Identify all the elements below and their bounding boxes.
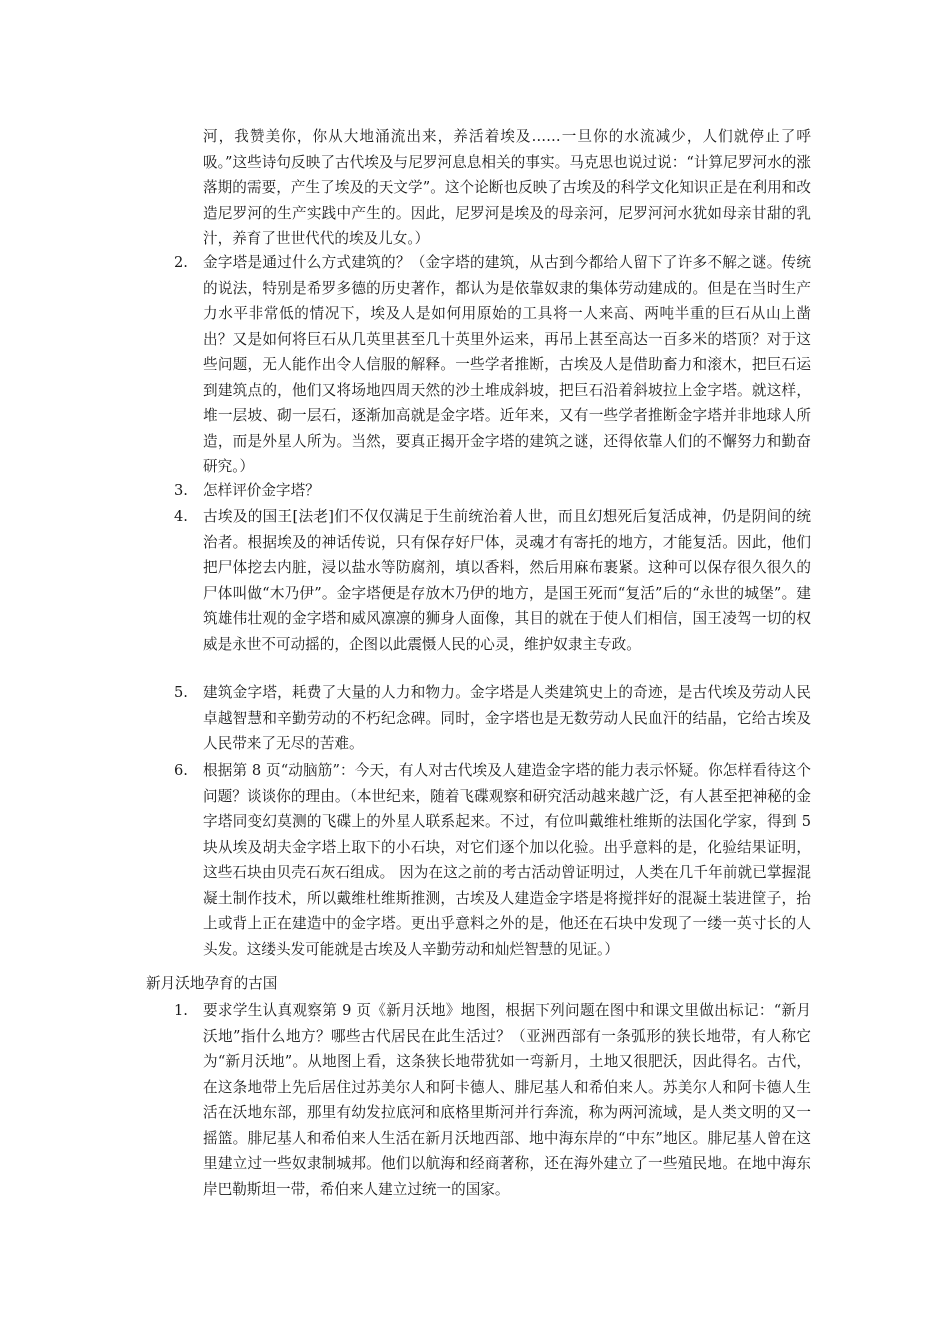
item-text: 根据第 8 页“动脑筋”：今天，有人对古代埃及人建造金字塔的能力表示怀疑。你怎样看待这个问题？谈谈你的理由。（本世纪来，随着飞碟观察和研究活动越来越广泛，有人甚至把神秘的金字塔同变幻莫测的飞碟上的外星人联系起来。不过，有位叫戴维杜维斯的法国化学家，得到 5 块从埃及胡夫金字塔上取下的小石块，对它们逐个加以化验。出乎意料的是，化验结果证明，这些石块由贝壳石灰石组成。 因为在这之前的考古活动曾证明过，人类在几千年前就已掌握混凝土制作技术，所以戴维杜维斯推测，古埃及人建造金字塔是将搅拌好的混凝土装进筐子，抬上或背上正在建造中的金字塔。更出乎意料之外的是，他还在石块中发现了一缕一英寸长的人头发。这缕头发可能就是古埃及人辛勤劳动和灿烂智慧的见证。） <box>203 762 811 958</box>
item-number: 3. <box>174 482 188 499</box>
item-text: 建筑金字塔，耗费了大量的人力和物力。金字塔是人类建筑史上的奇迹，是古代埃及劳动人民卓越智慧和辛勤劳动的不朽纪念碑。同时，金字塔也是无数劳动人民血汗的结晶，它给古埃及人民带来了无尽的苦难。 <box>203 684 811 752</box>
section-title: 新月沃地孕育的古国 <box>146 975 278 992</box>
item-text: 要求学生认真观察第 9 页《新月沃地》地图，根据下列问题在图中和课文里做出标记：“新月沃地”指什么地方？哪些古代居民在此生活过？（亚洲西部有一条弧形的狭长地带，有人称它为“新月沃地”。从地图上看，这条狭长地带犹如一弯新月，土地又很肥沃，因此得名。古代，在这条地带上先后居住过苏美尔人和阿卡德人、腓尼基人和希伯来人。苏美尔人和阿卡德人生活在沃地东部，那里有幼发拉底河和底格里斯河并行奔流，称为两河流域，是人类文明的又一摇篮。腓尼基人和希伯来人生活在新月沃地西部、地中海东岸的“中东”地区。腓尼基人曾在这里建立过一些奴隶制城邦。他们以航海和经商著称，还在海外建立了一些殖民地。在地中海东岸巴勒斯坦一带，希伯来人建立过统一的国家。 <box>203 1002 811 1198</box>
item-number: 4. <box>174 508 188 525</box>
item-text: 古埃及的国王[法老]们不仅仅满足于生前统治着人世，而且幻想死后复活成神，仍是阴间的统治者。根据埃及的神话传说，只有保存好尸体，灵魂才有寄托的地方，才能复活。因此，他们把尸体挖去内脏，浸以盐水等防腐剂，填以香料，然后用麻布裹紧。这种可以保存很久很久的尸体叫做“木乃伊”。金字塔便是存放木乃伊的地方，是国王死而“复活”后的“永世的城堡”。建筑雄伟壮观的金字塔和威风凛凛的狮身人面像，其目的就在于使人们相信，国王凌驾一切的权威是永世不可动摇的，企图以此震慑人民的心灵，维护奴隶主专政。 <box>203 508 811 653</box>
item-number: 2. <box>174 254 188 271</box>
item-text: 金字塔是通过什么方式建筑的？（金字塔的建筑，从古到今都给人留下了许多不解之谜。传统的说法，特别是希罗多德的历史著作，都认为是依靠奴隶的集体劳动建成的。但是在当时生产力水平非常低的情况下，埃及人是如何用原始的工具将一人来高、两吨半重的巨石从山上凿出？又是如何将巨石从几英里甚至几十英里外运来，再吊上甚至高达一百多米的塔顶？对于这些问题，无人能作出令人信服的解释。一些学者推断，古埃及人是借助畜力和滚木，把巨石运到建筑点的，他们又将场地四周天然的沙土堆成斜坡，把巨石沿着斜坡拉上金字塔。就这样，堆一层坡、砌一层石，逐渐加高就是金字塔。近年来，又有一些学者推断金字塔并非地球人所造，而是外星人所为。当然，要真正揭开金字塔的建筑之谜，还得依靠人们的不懈努力和勤奋研究。） <box>203 254 811 475</box>
item-number: 5. <box>174 684 188 701</box>
continuation-paragraph: 河，我赞美你，你从大地涌流出来，养活着埃及……一旦你的水流减少，人们就停止了呼吸。”这些诗句反映了古代埃及与尼罗河息息相关的事实。马克思也说过说：“计算尼罗河水的涨落期的需要，产生了埃及的天文学”。这个论断也反映了古埃及的科学文化知识正是在利用和改造尼罗河的生产实践中产生的。因此，尼罗河是埃及的母亲河，尼罗河河水犹如母亲甘甜的乳汁，养育了世世代代的埃及儿女。） <box>203 128 811 247</box>
item-text: 怎样评价金字塔？ <box>203 482 320 499</box>
item-number: 1. <box>174 1002 188 1019</box>
item-number: 6. <box>174 762 188 779</box>
